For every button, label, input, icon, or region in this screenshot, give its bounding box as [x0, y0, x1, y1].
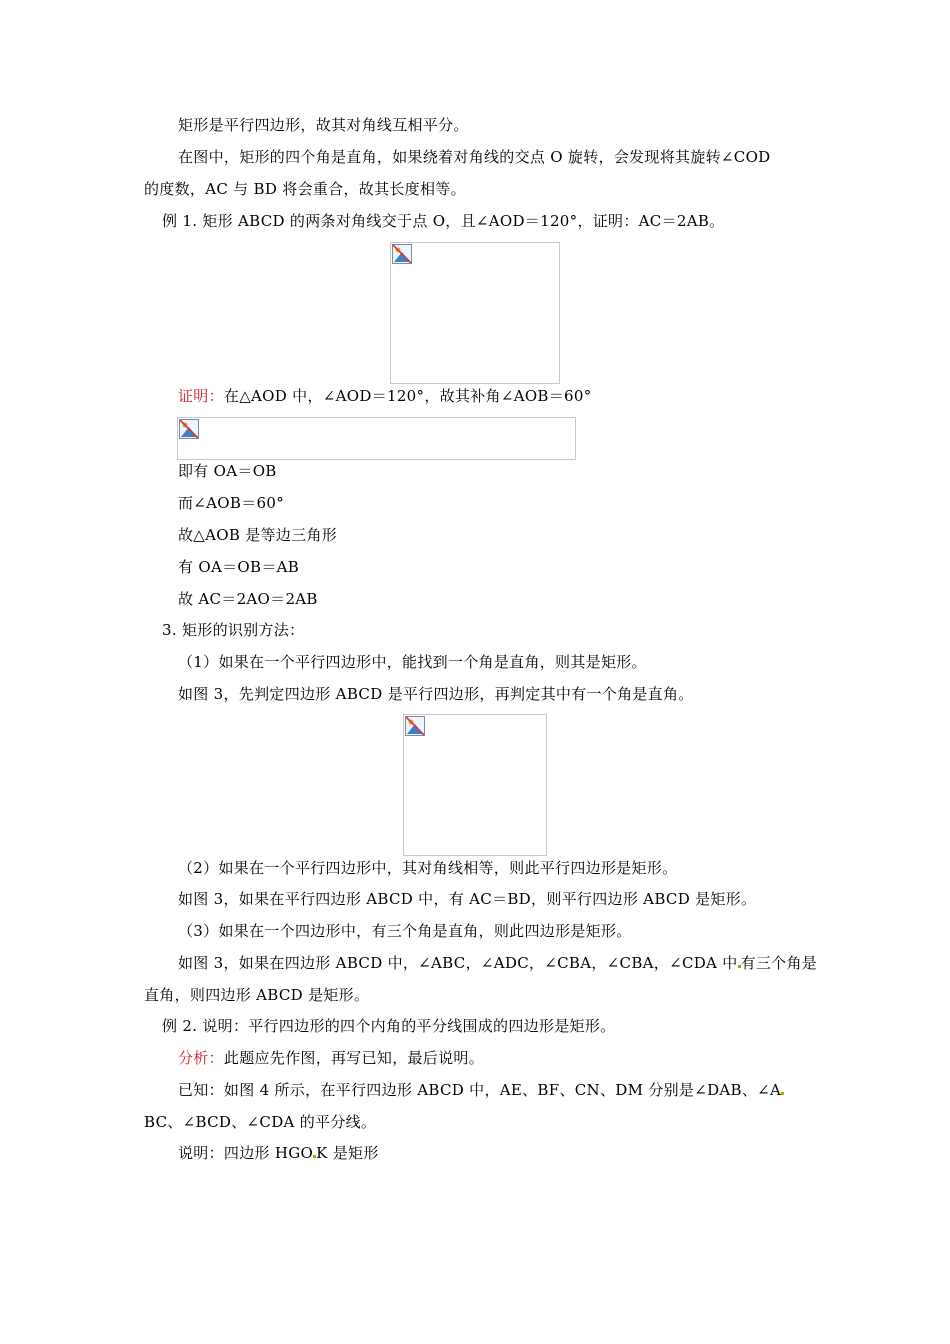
- figure-image: [403, 714, 547, 856]
- paragraph-text: 说明：四边形 HGO: [178, 1144, 314, 1162]
- analysis-text: 此题应先作图，再写已知，最后说明。: [223, 1049, 485, 1067]
- proof-step: 而∠AOB＝60°: [178, 494, 285, 512]
- paragraph-line: （2）如果在一个平行四边形中，其对角线相等，则此平行四边形是矩形。: [178, 859, 678, 877]
- proof-step: 故 AC＝2AO＝2AB: [178, 590, 318, 608]
- paragraph-line: [178, 1080, 784, 1100]
- paragraph-line: （1）如果在一个平行四边形中，能找到一个角是直角，则其是矩形。: [178, 653, 647, 671]
- proof-step: 有 OA＝OB＝AB: [178, 558, 300, 576]
- proof-line: [178, 386, 592, 406]
- paragraph-line: 如图 3，先判定四边形 ABCD 是平行四边形，再判定其中有一个角是直角。: [178, 685, 694, 703]
- paragraph-text: 已知：如图 4 所示，在平行四边形 ABCD 中，AE、BF、CN、DM 分别是∠DAB、∠A: [178, 1081, 782, 1099]
- proof-step: 即有 OA＝OB: [178, 462, 277, 480]
- paragraph-text: K 是矩形: [316, 1144, 379, 1162]
- paragraph-text: 有三个角是: [740, 954, 818, 972]
- formula-image: [177, 417, 576, 460]
- paragraph-text: 如图 3，如果在四边形 ABCD 中，∠ABC，∠ADC，∠CBA，∠CBA，∠CDA 中: [178, 954, 738, 972]
- broken-image-icon: [405, 716, 425, 736]
- paragraph-line: （3）如果在一个四边形中，有三个角是直角，则此四边形是矩形。: [178, 922, 632, 940]
- paragraph-line: 在图中，矩形的四个角是直角，如果绕着对角线的交点 O 旋转，会发现将其旋转∠COD: [178, 148, 771, 166]
- proof-step: 故△AOB 是等边三角形: [178, 526, 338, 544]
- paragraph-line: 直角，则四边形 ABCD 是矩形。: [144, 986, 370, 1004]
- proof-text: 在△AOD 中，∠AOD＝120°，故其补角∠AOB＝60°: [223, 387, 592, 405]
- paragraph-line: [178, 953, 817, 973]
- broken-image-icon: [392, 244, 412, 264]
- example-heading: 例 1. 矩形 ABCD 的两条对角线交于点 O，且∠AOD＝120°，证明：AC＝2AB。: [162, 212, 725, 230]
- stray-mark: [781, 1092, 784, 1095]
- example-heading: 例 2. 说明：平行四边形的四个内角的平分线围成的四边形是矩形。: [162, 1017, 616, 1035]
- paragraph-line: [178, 1143, 379, 1163]
- paragraph-line: BC、∠BCD、∠CDA 的平分线。: [144, 1113, 377, 1131]
- paragraph-line: 如图 3，如果在平行四边形 ABCD 中，有 AC＝BD，则平行四边形 ABCD 是矩形。: [178, 890, 757, 908]
- section-heading: 3. 矩形的识别方法：: [162, 621, 305, 639]
- figure-image: [390, 242, 560, 384]
- proof-label: 证明：: [178, 387, 224, 405]
- analysis-line: [178, 1048, 484, 1068]
- paragraph-line: 的度数，AC 与 BD 将会重合，故其长度相等。: [144, 180, 466, 198]
- broken-image-icon: [179, 419, 199, 439]
- analysis-label: 分析：: [178, 1049, 224, 1067]
- paragraph-line: 矩形是平行四边形，故其对角线互相平分。: [178, 116, 469, 134]
